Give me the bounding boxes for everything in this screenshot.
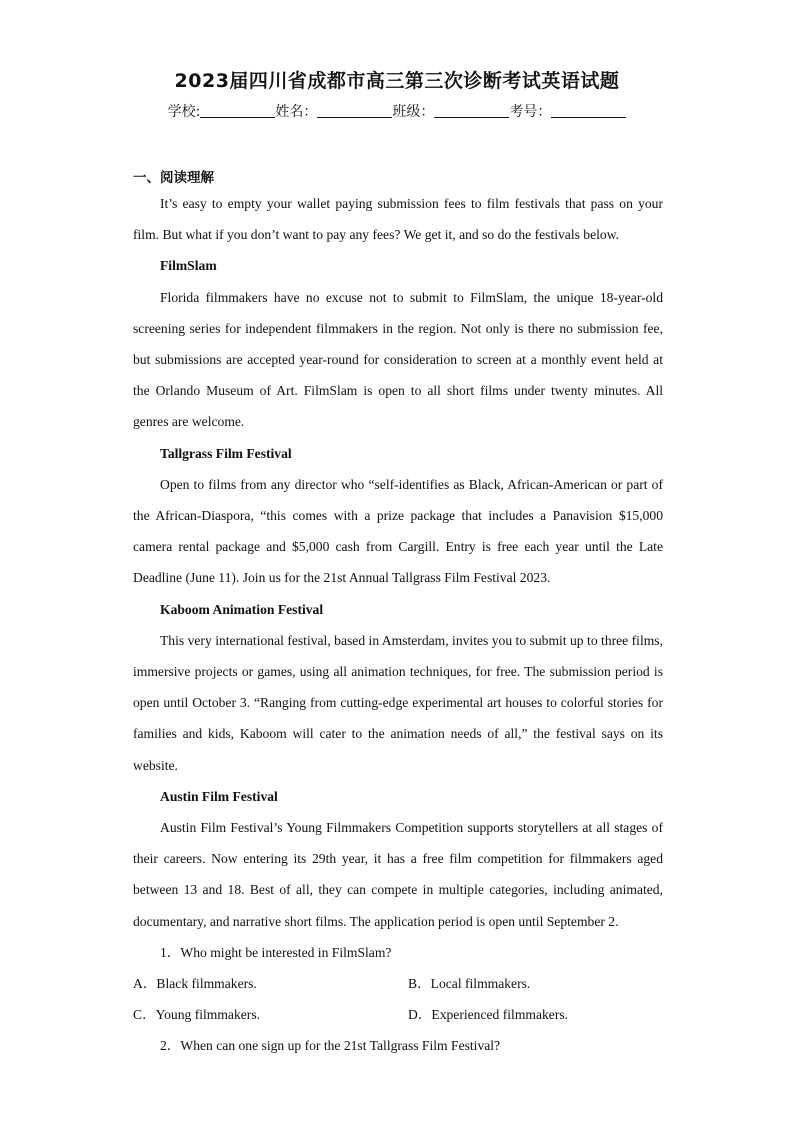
page-title: 2023届四川省成都市高三第三次诊断考试英语试题 bbox=[174, 70, 620, 92]
festival-description: This very international festival, based in Amsterdam, invites you to submit up to three films, immersive projects or games, using all animation techniques, for free. The submission period is open until October 3. “Ranging from cutting-edge experimental art houses to colorful stories for families and kids, Kaboom will cater to the animation needs of all,” the festival says on its website. bbox=[133, 632, 663, 773]
question-options bbox=[133, 968, 663, 1030]
festival-description: Open to films from any director who “self-identifies as Black, African-American or part of the African-Diaspora, “this comes with a prize package that includes a Panavision $15,000 camera rental package and $5,000 cash from Cargill. Entry is free each year until the Late Deadline (June 11). Join us for the 21st Annual Tallgrass Film Festival 2023. bbox=[133, 476, 663, 586]
option-b[interactable]: B．Local filmmakers. bbox=[408, 976, 531, 992]
festival-title: Austin Film Festival bbox=[160, 788, 278, 804]
festival-description: Austin Film Festival’s Young Filmmakers Competition supports storytellers at all stages of their careers. Now entering its 29th year, it has a free film competition for filmmakers aged between 13 and 18. Best of all, they can compete in multiple categories, including animated, documentary, and narrative short films. The application period is open until September 2. bbox=[133, 820, 663, 929]
name-label: 姓名： bbox=[275, 104, 318, 120]
number-blank[interactable] bbox=[551, 103, 626, 118]
festival-title: Kaboom Animation Festival bbox=[160, 601, 324, 617]
school-label: 学校: bbox=[167, 104, 201, 120]
passage-body bbox=[133, 188, 663, 1062]
festival-title: FilmSlam bbox=[160, 258, 217, 274]
question-stem: 1．Who might be interested in FilmSlam? bbox=[160, 944, 392, 960]
festival-description: Florida filmmakers have no excuse not to submit to FilmSlam, the unique 18-year-old screening series for independent filmmakers in the region. Not only is there no submission fee, but submissions are accepted year-round for consideration to screen at a monthly event held at the Orlando Museum of Art. FilmSlam is open to all short films under twenty minutes. All genres are welcome. bbox=[133, 289, 663, 430]
student-info-line bbox=[0, 101, 794, 121]
festival-title: Tallgrass Film Festival bbox=[160, 445, 292, 461]
number-label: 考号： bbox=[509, 104, 552, 120]
school-blank[interactable] bbox=[200, 103, 275, 118]
section-heading: 一、阅读理解 bbox=[133, 170, 214, 186]
class-blank[interactable] bbox=[434, 103, 509, 118]
class-label: 班级： bbox=[392, 104, 435, 120]
option-d[interactable]: D．Experienced filmmakers. bbox=[408, 1007, 569, 1023]
passage-intro: It’s easy to empty your wallet paying submission fees to film festivals that pass on your film. But what if you don’t want to pay any fees? We get it, and so do the festivals below. bbox=[133, 196, 663, 243]
question-stem: 2．When can one sign up for the 21st Tallgrass Film Festival? bbox=[160, 1038, 501, 1054]
option-c[interactable]: C．Young filmmakers. bbox=[133, 1007, 261, 1023]
option-a[interactable]: A．Black filmmakers. bbox=[133, 976, 257, 992]
name-blank[interactable] bbox=[317, 103, 392, 118]
